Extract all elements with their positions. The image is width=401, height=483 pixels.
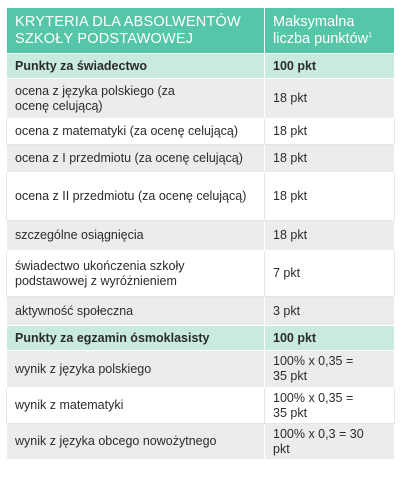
criteria-column-header: KRYTERIA DLA ABSOLWENTÓW SZKOŁY PODSTAWOWEJ xyxy=(7,8,265,54)
criterion-cell: aktywność społeczna xyxy=(7,297,265,326)
section-row-certificate xyxy=(7,54,395,79)
points-cell: 100% x 0,35 = 35 pkt xyxy=(265,351,395,388)
max-points-column-header xyxy=(265,8,395,54)
table-row xyxy=(7,388,395,424)
table-row xyxy=(7,424,395,460)
table-row xyxy=(7,173,395,221)
criterion-cell: ocena z I przedmiotu (za ocenę celującą) xyxy=(7,145,265,173)
table-row xyxy=(7,297,395,326)
table-row xyxy=(7,221,395,251)
criteria-table xyxy=(6,7,395,460)
criterion-cell: ocena z języka polskiego (za ocenę celującą) xyxy=(7,79,265,119)
table-row xyxy=(7,119,395,145)
criterion-cell: wynik z języka polskiego xyxy=(7,351,265,388)
criterion-cell: świadectwo ukończenia szkoły podstawowej z wyróżnieniem xyxy=(7,251,265,297)
points-cell: 18 pkt xyxy=(265,221,395,251)
table-row xyxy=(7,251,395,297)
points-cell: 18 pkt xyxy=(265,173,395,221)
table-row xyxy=(7,145,395,173)
max-points-label: Maksymalna liczba punktów xyxy=(273,13,369,47)
criterion-cell: ocena z II przedmiotu (za ocenę celującą) xyxy=(7,173,265,221)
section-total: 100 pkt xyxy=(265,54,395,79)
points-cell: 3 pkt xyxy=(265,297,395,326)
criterion-cell: wynik z matematyki xyxy=(7,388,265,424)
points-cell: 18 pkt xyxy=(265,119,395,145)
criterion-cell: ocena z matematyki (za ocenę celującą) xyxy=(7,119,265,145)
section-title: Punkty za egzamin ósmoklasisty xyxy=(7,326,265,351)
criterion-cell: wynik z języka obcego nowożytnego xyxy=(7,424,265,460)
points-cell: 100% x 0,3 = 30 pkt xyxy=(265,424,395,460)
section-title: Punkty za świadectwo xyxy=(7,54,265,79)
table-row xyxy=(7,351,395,388)
criterion-cell: szczególne osiągnięcia xyxy=(7,221,265,251)
section-row-exam xyxy=(7,326,395,351)
section-total: 100 pkt xyxy=(265,326,395,351)
points-cell: 100% x 0,35 = 35 pkt xyxy=(265,388,395,424)
table-header xyxy=(7,8,395,54)
footnote-mark: 1 xyxy=(368,31,373,39)
points-cell: 18 pkt xyxy=(265,79,395,119)
points-cell: 18 pkt xyxy=(265,145,395,173)
table-row xyxy=(7,79,395,119)
points-cell: 7 pkt xyxy=(265,251,395,297)
